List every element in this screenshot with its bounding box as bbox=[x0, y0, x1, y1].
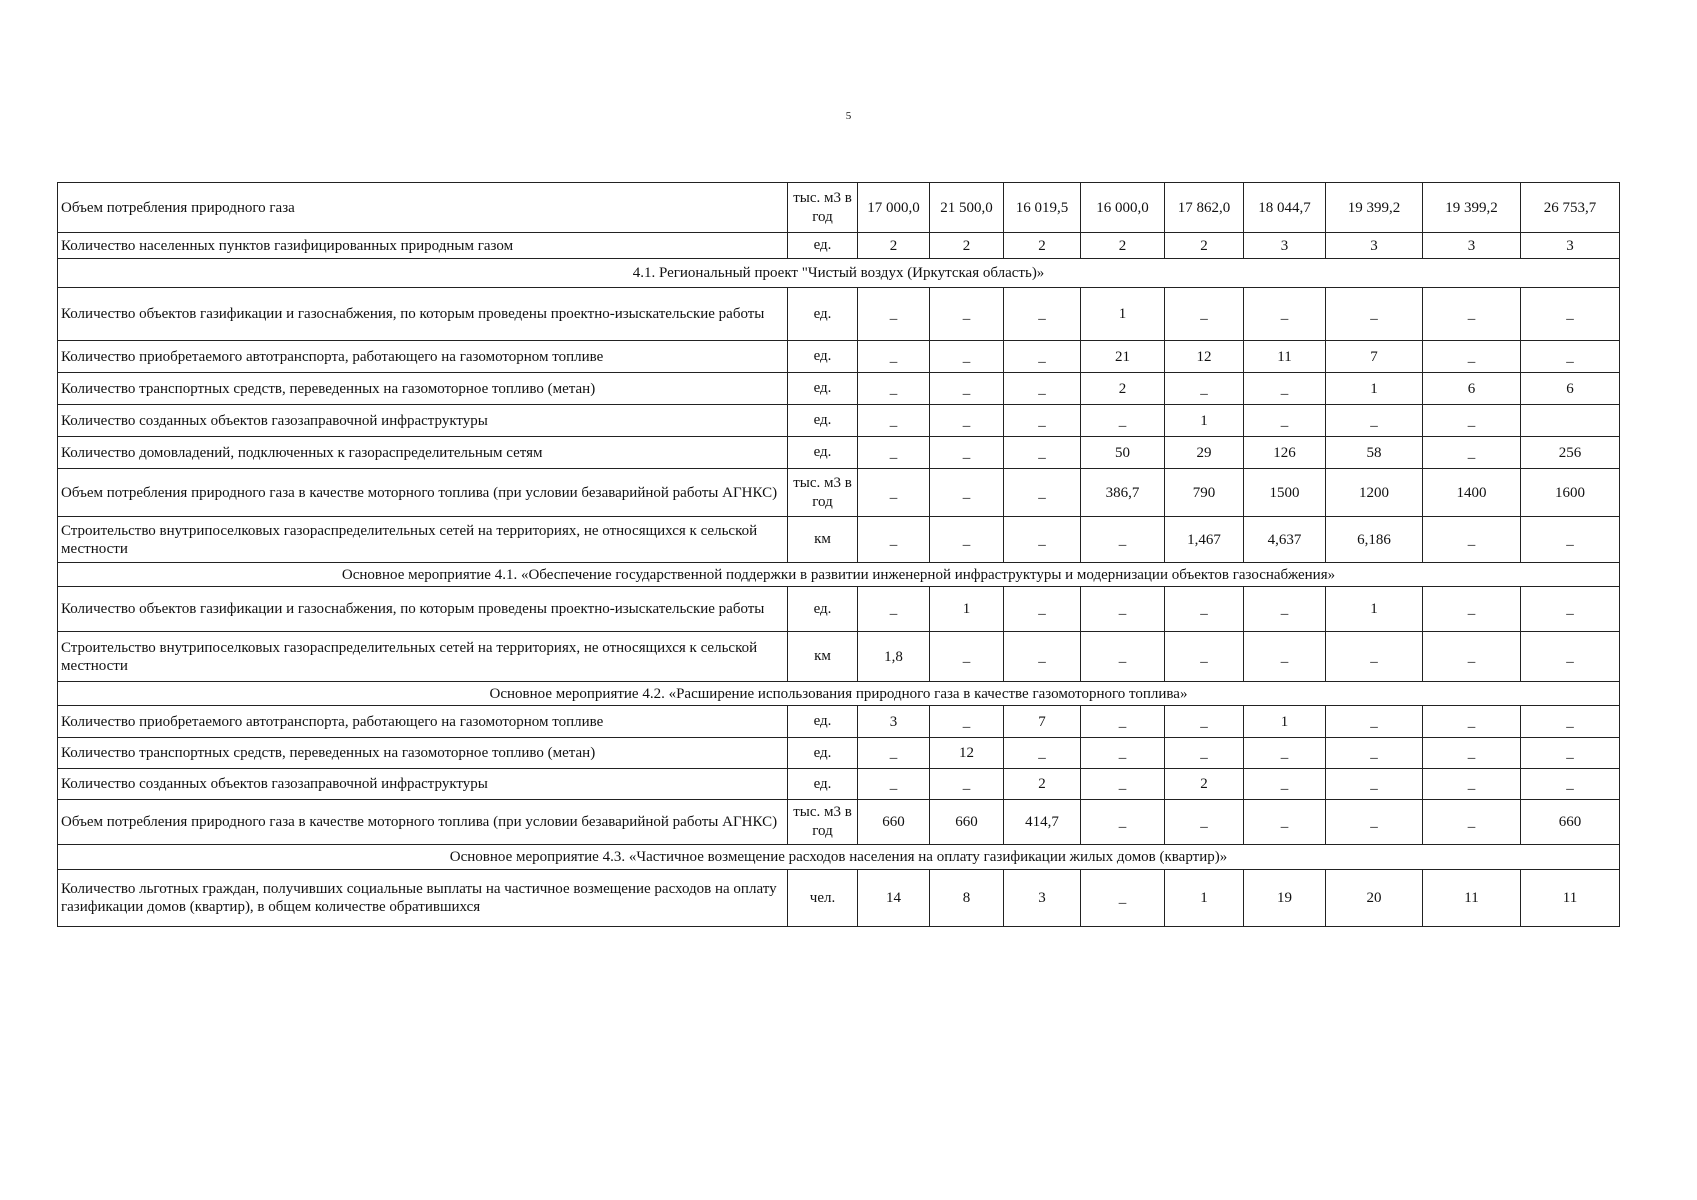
value-cell: _ bbox=[930, 288, 1004, 341]
value-cell: 14 bbox=[858, 870, 930, 927]
value-cell: 4,637 bbox=[1244, 517, 1326, 563]
value-cell: 2 bbox=[1165, 769, 1244, 800]
value-cell: 1 bbox=[1081, 288, 1165, 341]
value-cell: 1 bbox=[1326, 373, 1423, 405]
value-cell: 1 bbox=[1244, 706, 1326, 738]
value-cell: _ bbox=[1165, 800, 1244, 845]
value-cell: 29 bbox=[1165, 437, 1244, 469]
indicator-name: Количество созданных объектов газозаправочной инфраструктуры bbox=[58, 769, 788, 800]
table-row bbox=[58, 183, 1620, 233]
indicator-name: Количество льготных граждан, получивших социальные выплаты на частичное возмещение расходов на оплату газификации домов (квартир), в общем количестве обратившихся bbox=[58, 870, 788, 927]
value-cell: _ bbox=[858, 341, 930, 373]
value-cell: _ bbox=[1081, 738, 1165, 769]
value-cell: 17 000,0 bbox=[858, 183, 930, 233]
value-cell: _ bbox=[1423, 517, 1521, 563]
value-cell: 1 bbox=[1326, 587, 1423, 632]
value-cell: 7 bbox=[1326, 341, 1423, 373]
section-row bbox=[58, 682, 1620, 706]
value-cell: _ bbox=[1521, 517, 1620, 563]
value-cell: 58 bbox=[1326, 437, 1423, 469]
value-cell: 2 bbox=[1081, 373, 1165, 405]
value-cell: _ bbox=[1423, 288, 1521, 341]
value-cell: _ bbox=[1423, 769, 1521, 800]
section-title: Основное мероприятие 4.1. «Обеспечение государственной поддержки в развитии инженерной инфраструктуры и модернизации объектов газоснабжения» bbox=[58, 563, 1620, 587]
value-cell: 11 bbox=[1244, 341, 1326, 373]
indicator-name: Количество объектов газификации и газоснабжения, по которым проведены проектно-изыскательские работы bbox=[58, 288, 788, 341]
value-cell: _ bbox=[858, 469, 930, 517]
value-cell: _ bbox=[858, 587, 930, 632]
value-cell: _ bbox=[1081, 517, 1165, 563]
value-cell: 16 000,0 bbox=[1081, 183, 1165, 233]
unit-cell: тыс. м3 в год bbox=[788, 183, 858, 233]
indicators-table bbox=[57, 182, 1620, 927]
table-row bbox=[58, 587, 1620, 632]
value-cell: _ bbox=[1244, 800, 1326, 845]
value-cell: 2 bbox=[1004, 769, 1081, 800]
value-cell: _ bbox=[930, 405, 1004, 437]
indicator-name: Количество населенных пунктов газифицированных природным газом bbox=[58, 233, 788, 259]
value-cell: _ bbox=[1004, 469, 1081, 517]
indicator-name: Количество объектов газификации и газоснабжения, по которым проведены проектно-изыскательские работы bbox=[58, 587, 788, 632]
value-cell: 11 bbox=[1423, 870, 1521, 927]
value-cell: _ bbox=[1423, 800, 1521, 845]
indicator-name: Количество транспортных средств, переведенных на газомоторное топливо (метан) bbox=[58, 738, 788, 769]
value-cell: _ bbox=[1326, 769, 1423, 800]
value-cell: _ bbox=[1244, 373, 1326, 405]
table-row bbox=[58, 870, 1620, 927]
value-cell: 12 bbox=[1165, 341, 1244, 373]
value-cell: 2 bbox=[930, 233, 1004, 259]
value-cell: 1 bbox=[1165, 405, 1244, 437]
value-cell: 2 bbox=[1165, 233, 1244, 259]
value-cell: 20 bbox=[1326, 870, 1423, 927]
value-cell: 1 bbox=[930, 587, 1004, 632]
unit-cell: тыс. м3 в год bbox=[788, 800, 858, 845]
indicator-name: Строительство внутрипоселковых газораспределительных сетей на территориях, не относящихся к сельской местности bbox=[58, 517, 788, 563]
value-cell: _ bbox=[1326, 632, 1423, 682]
value-cell: _ bbox=[1004, 341, 1081, 373]
unit-cell: ед. bbox=[788, 738, 858, 769]
table-row bbox=[58, 800, 1620, 845]
value-cell: 16 019,5 bbox=[1004, 183, 1081, 233]
value-cell: _ bbox=[1521, 288, 1620, 341]
table-row bbox=[58, 632, 1620, 682]
unit-cell: ед. bbox=[788, 233, 858, 259]
value-cell: 660 bbox=[930, 800, 1004, 845]
value-cell: _ bbox=[858, 373, 930, 405]
value-cell: _ bbox=[1081, 800, 1165, 845]
unit-cell: ед. bbox=[788, 288, 858, 341]
unit-cell: ед. bbox=[788, 706, 858, 738]
value-cell: _ bbox=[1326, 405, 1423, 437]
section-title: Основное мероприятие 4.2. «Расширение использования природного газа в качестве газомоторного топлива» bbox=[58, 682, 1620, 706]
value-cell: _ bbox=[858, 405, 930, 437]
indicator-name: Объем потребления природного газа bbox=[58, 183, 788, 233]
value-cell: 7 bbox=[1004, 706, 1081, 738]
value-cell: _ bbox=[1165, 587, 1244, 632]
value-cell: 126 bbox=[1244, 437, 1326, 469]
indicator-name: Количество приобретаемого автотранспорта, работающего на газомоторном топливе bbox=[58, 341, 788, 373]
value-cell: _ bbox=[1326, 738, 1423, 769]
unit-cell: км bbox=[788, 632, 858, 682]
table-row bbox=[58, 706, 1620, 738]
value-cell: _ bbox=[1244, 769, 1326, 800]
value-cell: _ bbox=[930, 632, 1004, 682]
value-cell: 18 044,7 bbox=[1244, 183, 1326, 233]
value-cell: 660 bbox=[858, 800, 930, 845]
value-cell: _ bbox=[1521, 738, 1620, 769]
value-cell: _ bbox=[1081, 706, 1165, 738]
section-row bbox=[58, 259, 1620, 288]
indicator-name: Строительство внутрипоселковых газораспределительных сетей на территориях, не относящихся к сельской местности bbox=[58, 632, 788, 682]
value-cell: 3 bbox=[1244, 233, 1326, 259]
value-cell: 6 bbox=[1423, 373, 1521, 405]
table-row bbox=[58, 405, 1620, 437]
value-cell: 1600 bbox=[1521, 469, 1620, 517]
value-cell: 1200 bbox=[1326, 469, 1423, 517]
table-row bbox=[58, 517, 1620, 563]
value-cell: 12 bbox=[930, 738, 1004, 769]
value-cell: 26 753,7 bbox=[1521, 183, 1620, 233]
value-cell: 3 bbox=[1423, 233, 1521, 259]
value-cell: 19 399,2 bbox=[1326, 183, 1423, 233]
value-cell: _ bbox=[1165, 738, 1244, 769]
value-cell: _ bbox=[1244, 632, 1326, 682]
value-cell: _ bbox=[1081, 769, 1165, 800]
value-cell: 660 bbox=[1521, 800, 1620, 845]
value-cell: _ bbox=[1521, 706, 1620, 738]
value-cell: _ bbox=[1423, 437, 1521, 469]
value-cell: _ bbox=[930, 437, 1004, 469]
value-cell: _ bbox=[1004, 587, 1081, 632]
value-cell: 17 862,0 bbox=[1165, 183, 1244, 233]
unit-cell: ед. bbox=[788, 341, 858, 373]
value-cell: _ bbox=[1326, 800, 1423, 845]
value-cell: _ bbox=[930, 469, 1004, 517]
value-cell: _ bbox=[930, 341, 1004, 373]
value-cell: 3 bbox=[1521, 233, 1620, 259]
unit-cell: ед. bbox=[788, 769, 858, 800]
value-cell: 6 bbox=[1521, 373, 1620, 405]
value-cell: 256 bbox=[1521, 437, 1620, 469]
value-cell: _ bbox=[1326, 288, 1423, 341]
value-cell: _ bbox=[858, 738, 930, 769]
section-title: 4.1. Региональный проект "Чистый воздух (Иркутская область)» bbox=[58, 259, 1620, 288]
indicator-name: Количество транспортных средств, переведенных на газомоторное топливо (метан) bbox=[58, 373, 788, 405]
value-cell: 2 bbox=[1081, 233, 1165, 259]
value-cell: _ bbox=[930, 706, 1004, 738]
value-cell: _ bbox=[1004, 738, 1081, 769]
value-cell: _ bbox=[858, 517, 930, 563]
value-cell: _ bbox=[930, 517, 1004, 563]
value-cell: _ bbox=[1004, 373, 1081, 405]
value-cell: 1,467 bbox=[1165, 517, 1244, 563]
unit-cell: ед. bbox=[788, 373, 858, 405]
indicator-name: Объем потребления природного газа в качестве моторного топлива (при условии безаварийной работы АГНКС) bbox=[58, 800, 788, 845]
value-cell: _ bbox=[930, 769, 1004, 800]
value-cell: 3 bbox=[858, 706, 930, 738]
value-cell: _ bbox=[1244, 738, 1326, 769]
value-cell: 11 bbox=[1521, 870, 1620, 927]
value-cell: _ bbox=[858, 437, 930, 469]
value-cell: _ bbox=[1004, 632, 1081, 682]
value-cell: 1500 bbox=[1244, 469, 1326, 517]
value-cell: _ bbox=[1423, 632, 1521, 682]
value-cell: _ bbox=[1521, 769, 1620, 800]
table-row bbox=[58, 738, 1620, 769]
value-cell: _ bbox=[858, 288, 930, 341]
section-row bbox=[58, 563, 1620, 587]
value-cell: _ bbox=[1081, 870, 1165, 927]
table-row bbox=[58, 341, 1620, 373]
value-cell: 6,186 bbox=[1326, 517, 1423, 563]
value-cell: _ bbox=[1423, 405, 1521, 437]
value-cell: _ bbox=[1244, 288, 1326, 341]
value-cell: _ bbox=[1081, 587, 1165, 632]
table-row bbox=[58, 373, 1620, 405]
value-cell: _ bbox=[1423, 738, 1521, 769]
table-row bbox=[58, 437, 1620, 469]
value-cell: 2 bbox=[1004, 233, 1081, 259]
value-cell: _ bbox=[1081, 405, 1165, 437]
indicator-name: Количество домовладений, подключенных к газораспределительным сетям bbox=[58, 437, 788, 469]
value-cell: 8 bbox=[930, 870, 1004, 927]
value-cell: 50 bbox=[1081, 437, 1165, 469]
table-body bbox=[58, 183, 1620, 927]
unit-cell: ед. bbox=[788, 405, 858, 437]
unit-cell: чел. bbox=[788, 870, 858, 927]
value-cell: 1 bbox=[1165, 870, 1244, 927]
value-cell: 1400 bbox=[1423, 469, 1521, 517]
value-cell: 19 399,2 bbox=[1423, 183, 1521, 233]
indicator-name: Количество приобретаемого автотранспорта, работающего на газомоторном топливе bbox=[58, 706, 788, 738]
value-cell: 386,7 bbox=[1081, 469, 1165, 517]
value-cell: 3 bbox=[1326, 233, 1423, 259]
value-cell: _ bbox=[1244, 587, 1326, 632]
value-cell: _ bbox=[1165, 373, 1244, 405]
value-cell: _ bbox=[1165, 706, 1244, 738]
value-cell: _ bbox=[1081, 632, 1165, 682]
unit-cell: км bbox=[788, 517, 858, 563]
page-number: 5 bbox=[845, 110, 852, 122]
value-cell: 2 bbox=[858, 233, 930, 259]
value-cell: 790 bbox=[1165, 469, 1244, 517]
value-cell: _ bbox=[1326, 706, 1423, 738]
unit-cell: ед. bbox=[788, 437, 858, 469]
value-cell: 1,8 bbox=[858, 632, 930, 682]
section-title: Основное мероприятие 4.3. «Частичное возмещение расходов населения на оплату газификации жилых домов (квартир)» bbox=[58, 845, 1620, 870]
value-cell: _ bbox=[1521, 587, 1620, 632]
value-cell: 414,7 bbox=[1004, 800, 1081, 845]
value-cell: _ bbox=[1521, 341, 1620, 373]
value-cell: 3 bbox=[1004, 870, 1081, 927]
section-row bbox=[58, 845, 1620, 870]
value-cell: _ bbox=[1423, 706, 1521, 738]
table-row bbox=[58, 233, 1620, 259]
value-cell: _ bbox=[1165, 632, 1244, 682]
value-cell: _ bbox=[1165, 288, 1244, 341]
value-cell: _ bbox=[1244, 405, 1326, 437]
unit-cell: тыс. м3 в год bbox=[788, 469, 858, 517]
value-cell bbox=[1521, 405, 1620, 437]
value-cell: _ bbox=[930, 373, 1004, 405]
value-cell: _ bbox=[1004, 405, 1081, 437]
value-cell: _ bbox=[1423, 341, 1521, 373]
value-cell: _ bbox=[1004, 517, 1081, 563]
table-row bbox=[58, 288, 1620, 341]
value-cell: _ bbox=[1521, 632, 1620, 682]
value-cell: _ bbox=[858, 769, 930, 800]
table-row bbox=[58, 769, 1620, 800]
table-row bbox=[58, 469, 1620, 517]
indicator-name: Объем потребления природного газа в качестве моторного топлива (при условии безаварийной работы АГНКС) bbox=[58, 469, 788, 517]
unit-cell: ед. bbox=[788, 587, 858, 632]
value-cell: _ bbox=[1423, 587, 1521, 632]
value-cell: _ bbox=[1004, 288, 1081, 341]
indicator-name: Количество созданных объектов газозаправочной инфраструктуры bbox=[58, 405, 788, 437]
value-cell: 19 bbox=[1244, 870, 1326, 927]
value-cell: _ bbox=[1004, 437, 1081, 469]
value-cell: 21 bbox=[1081, 341, 1165, 373]
value-cell: 21 500,0 bbox=[930, 183, 1004, 233]
